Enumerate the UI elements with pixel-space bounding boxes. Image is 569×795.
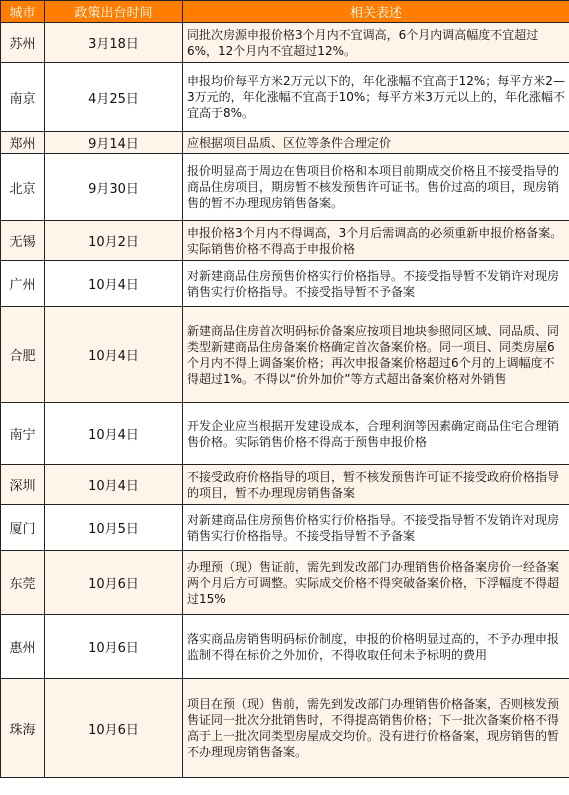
table-row [1, 307, 569, 403]
header-date: 政策出台时间 [45, 1, 183, 23]
city-cell: 苏州 [1, 23, 45, 63]
table-row [1, 505, 569, 551]
city-cell: 厦门 [1, 505, 45, 551]
desc-cell: 开发企业应当根据开发建设成本，合理利润等因素确定商品住宅合理销售价格。实际销售价格不得高于预售申报价格 [183, 403, 569, 465]
desc-cell: 对新建商品住房预售价格实行价格指导。不接受指导暂不发销许对现房销售实行价格指导。不接受指导暂不予备案 [183, 505, 569, 551]
table-row [1, 615, 569, 679]
table-row [1, 23, 569, 63]
desc-cell: 申报均价每平方米2万元以下的，年化涨幅不宜高于12%；每平方米2—3万元的，年化涨幅不宜高于10%；每平方米3万元以上的，年化涨幅不宜高于8%。 [183, 63, 569, 132]
table-row [1, 551, 569, 615]
city-cell: 深圳 [1, 465, 45, 505]
city-cell: 无锡 [1, 221, 45, 261]
desc-cell: 新建商品住房首次明码标价备案应按项目地块参照同区域、同品质、同类型新建商品住房备案价格确定首次备案价格。同一项目、同类房屋6个月内不得上调备案价格；再次申报备案价格超过6个月的上调幅度不得超过1%。不得以“价外加价”等方式超出备案价格对外销售 [183, 307, 569, 403]
date-cell: 10月6日 [45, 551, 183, 615]
city-cell: 北京 [1, 154, 45, 221]
table-row [1, 132, 569, 154]
date-cell: 10月4日 [45, 465, 183, 505]
table-row [1, 221, 569, 261]
date-cell: 9月14日 [45, 132, 183, 154]
desc-cell: 项目在预（现）售前，需先到发改部门办理销售价格备案，否则核发预售证同一批次分批销售时，不得提高销售价格；下一批次备案价格不得高于上一批次同类型房屋成交均价。没有进行价格备案，现房销售的暂不办理现房销售备案。 [183, 679, 569, 778]
header-desc: 相关表述 [183, 1, 569, 23]
city-cell: 珠海 [1, 679, 45, 778]
date-cell: 10月5日 [45, 505, 183, 551]
table-header-row [1, 1, 569, 23]
city-cell: 惠州 [1, 615, 45, 679]
city-cell: 南宁 [1, 403, 45, 465]
date-cell: 9月30日 [45, 154, 183, 221]
city-cell: 郑州 [1, 132, 45, 154]
desc-cell: 对新建商品住房预售价格实行价格指导。不接受指导暂不发销许对现房销售实行价格指导。不接受指导暂不予备案 [183, 261, 569, 307]
city-cell: 合肥 [1, 307, 45, 403]
city-cell: 广州 [1, 261, 45, 307]
city-cell: 东莞 [1, 551, 45, 615]
header-city: 城市 [1, 1, 45, 23]
desc-cell: 同批次房源申报价格3个月内不宜调高，6个月内调高幅度不宜超过6%，12个月内不宜超过12%。 [183, 23, 569, 63]
date-cell: 10月4日 [45, 261, 183, 307]
desc-cell: 办理预（现）售证前，需先到发改部门办理销售价格备案房价一经备案两个月后方可调整。实际成交价格不得突破备案价格，下浮幅度不得超过15% [183, 551, 569, 615]
date-cell: 10月4日 [45, 403, 183, 465]
date-cell: 10月6日 [45, 679, 183, 778]
date-cell: 3月18日 [45, 23, 183, 63]
date-cell: 10月4日 [45, 307, 183, 403]
table-row [1, 261, 569, 307]
city-cell: 南京 [1, 63, 45, 132]
table-row [1, 679, 569, 778]
date-cell: 4月25日 [45, 63, 183, 132]
desc-cell: 报价明显高于周边在售项目价格和本项目前期成交价格且不接受指导的商品住房项目，期房暂不核发预售许可证书。售价过高的项目，现房销售的暂不办理现房销售备案。 [183, 154, 569, 221]
date-cell: 10月6日 [45, 615, 183, 679]
table-row [1, 403, 569, 465]
table-row [1, 154, 569, 221]
table-row [1, 465, 569, 505]
desc-cell: 落实商品房销售明码标价制度，申报的价格明显过高的，不予办理申报监制不得在标价之外加价，不得收取任何未予标明的费用 [183, 615, 569, 679]
desc-cell: 申报价格3个月内不得调高，3个月后需调高的必须重新申报价格备案。实际销售价格不得高于申报价格 [183, 221, 569, 261]
desc-cell: 应根据项目品质、区位等条件合理定价 [183, 132, 569, 154]
table-row [1, 63, 569, 132]
date-cell: 10月2日 [45, 221, 183, 261]
desc-cell: 不接受政府价格指导的项目，暂不核发预售许可证不接受政府价格指导的项目，暂不办理现房销售备案 [183, 465, 569, 505]
